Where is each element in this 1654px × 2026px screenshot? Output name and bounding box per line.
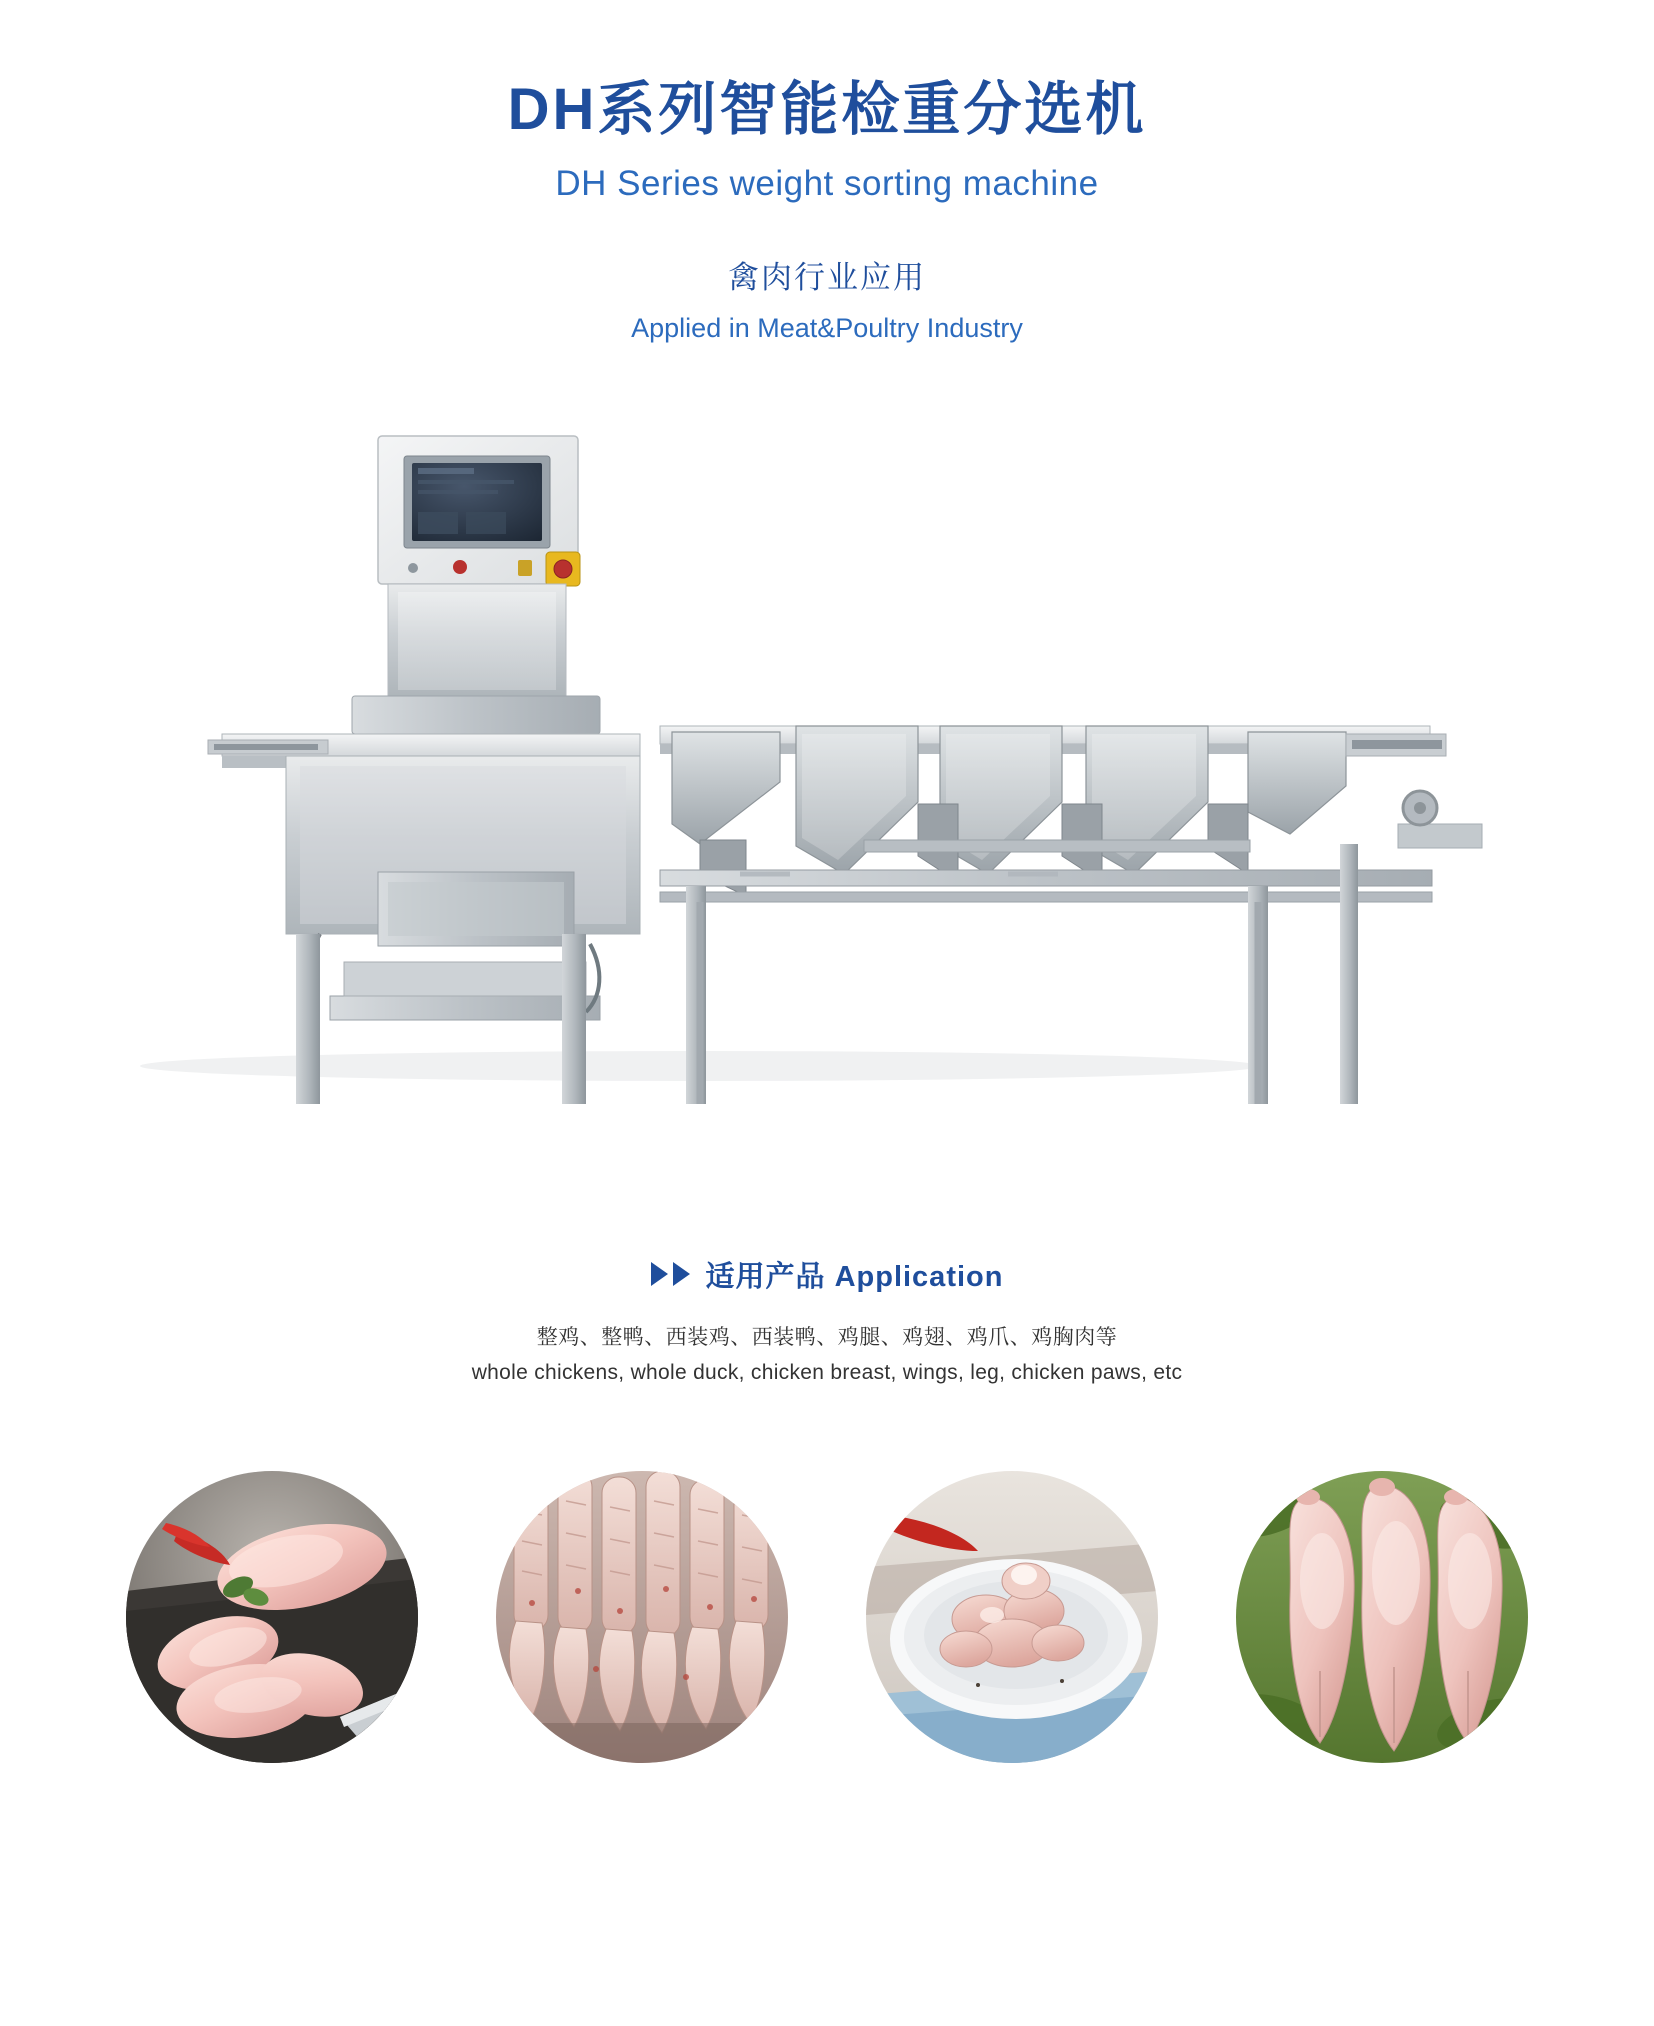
application-heading [0,1254,1654,1295]
chicken-breast-photo [126,1471,418,1763]
page-title-en: DH Series weight sorting machine [555,163,1099,203]
chopped-chicken-photo [866,1471,1158,1763]
chicken-paws-photo [496,1471,788,1763]
page-title-cn: DH系列智能检重分选机 [507,77,1147,142]
triangle-right-icon [651,1262,690,1286]
whole-ducks-photo [1236,1471,1528,1763]
application-heading-label: 适用产品 Application [705,1260,1004,1293]
page-subtitle-cn: 禽肉行业应用 [728,259,926,295]
product-photo [0,404,1654,1104]
application-products-cn: 整鸡、整鸭、西装鸡、西装鸭、鸡腿、鸡翅、鸡爪、鸡胸肉等 [536,1325,1118,1349]
application-products-en: whole chickens, whole duck, chicken breast, wings, leg, chicken paws, etc [471,1360,1183,1384]
application-photo-row [0,1471,1654,1763]
page-subtitle-en: Applied in Meat&Poultry Industry [631,312,1023,343]
poster-header [0,0,1654,344]
